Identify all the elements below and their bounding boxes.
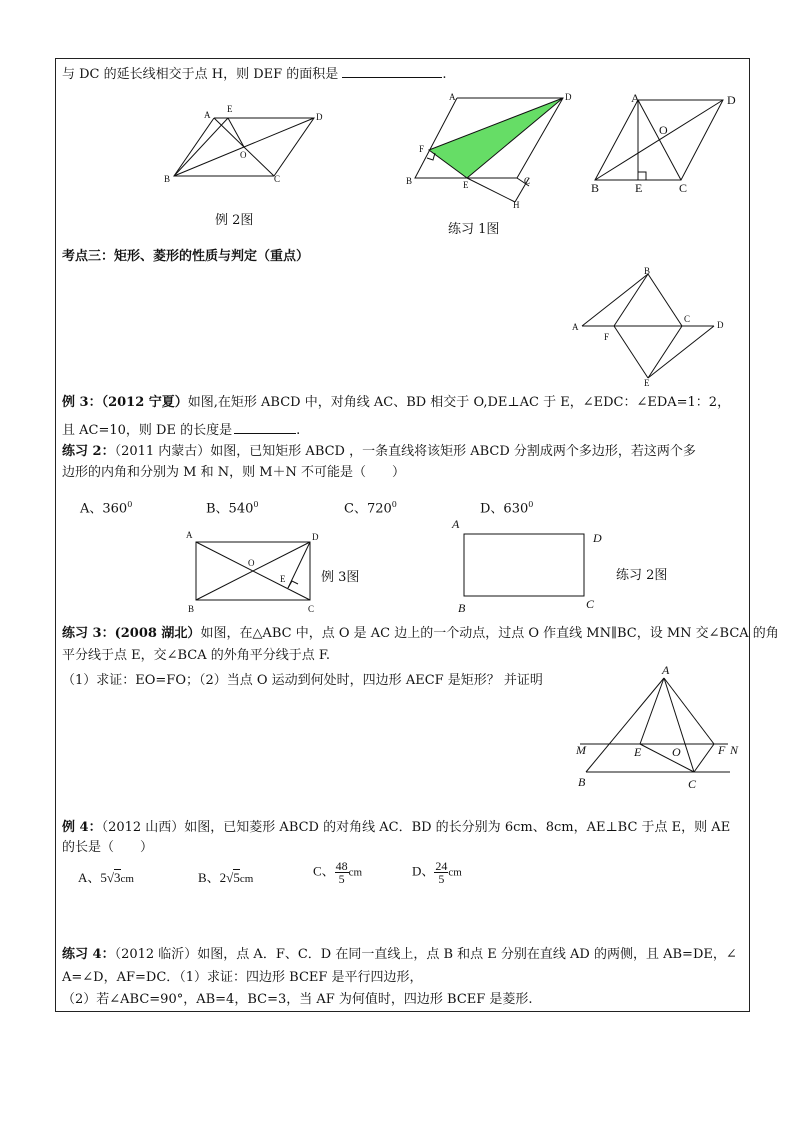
degree-sup: 0	[391, 500, 397, 509]
numerator: 48	[335, 859, 348, 873]
intro-text: 与 DC 的延长线相交于点 H，则 DEF 的面积是	[62, 67, 339, 82]
option-label: D、	[412, 863, 435, 879]
unit: cm	[348, 866, 363, 879]
example3-line2-text: 且 AC=10，则 DE 的长度是	[62, 423, 233, 438]
practice3-line3: （1）求证：EO=FO；（2）当点 O 运动到何处时，四边形 AECF 是矩形？ 并证明	[62, 673, 543, 688]
practice4-line1-text: （2012 临沂）如图，点 A．F、C．D 在同一直线上，点 B 和点 E 分别在直线 AD 的两侧，且 AB=DE，∠	[114, 947, 737, 962]
label-D: D	[312, 532, 319, 542]
label-C: C	[308, 604, 315, 614]
label-E: E	[227, 104, 233, 114]
unit: cm	[448, 866, 462, 879]
practice1-figure	[403, 90, 578, 215]
label-N: N	[730, 743, 739, 757]
label-O: O	[248, 558, 255, 568]
label-O: O	[672, 745, 681, 759]
denominator: 5	[438, 872, 445, 886]
degree-sup: 0	[253, 500, 259, 509]
practice4-line2: A=∠D，AF=DC．（1）求证：四边形 BCEF 是平行四边形，	[62, 970, 423, 985]
practice4-head: 练习 4：	[62, 947, 115, 962]
example4-line1-text: （2012 山西）如图，已知菱形 ABCD 的对角线 AC．BD 的长分别为 6cm、8cm，AE⊥BC 于点 E，则 AE	[101, 820, 731, 835]
label-D: D	[717, 320, 724, 330]
label-E: E	[463, 180, 469, 190]
label-M: M	[576, 743, 586, 757]
practice3-line1	[62, 624, 779, 643]
answer-blank	[342, 64, 442, 78]
degree-sup: 0	[127, 500, 133, 509]
example4-line2: 的长是（ ）	[62, 840, 154, 855]
label-A: A	[186, 530, 193, 540]
example3-line1	[62, 393, 730, 412]
label-A: A	[449, 92, 456, 102]
label-A: A	[662, 663, 670, 677]
rhombus-figure	[585, 90, 745, 200]
fraction	[335, 860, 349, 885]
example3-end: .	[296, 423, 301, 438]
practice3-line2: 平分线于点 E，交∠BCA 的外角平分线于点 F.	[62, 648, 331, 663]
option-label: D、630	[480, 501, 529, 517]
label-C: C	[679, 181, 688, 195]
option-label: B、540	[206, 501, 254, 517]
example4-option-a: A、5√3cm	[78, 870, 134, 885]
practice3-line1-text: 如图，在△ABC 中，点 O 是 AC 边上的一个动点，过点 O 作直线 MN∥BC，设 MN 交∠BCA 的角	[200, 626, 779, 641]
unit: cm	[239, 873, 254, 885]
example4-head: 例 4：	[62, 820, 102, 835]
section3-title: 考点三：矩形、菱形的性质与判定（重点）	[62, 249, 310, 264]
label-O: O	[240, 150, 247, 160]
label-E: E	[280, 574, 286, 584]
answer-blank	[234, 420, 296, 434]
coefficient: 2	[219, 870, 227, 885]
label-H: H	[513, 200, 520, 210]
intro-end: .	[442, 67, 447, 82]
label-B: B	[578, 775, 586, 789]
practice2-line1-text: （2011 内蒙古）如图，已知矩形 ABCD ，一条直线将该矩形 ABCD 分割成两个多边形，若这两个多	[114, 444, 696, 459]
label-A: A	[631, 91, 640, 105]
example4-option-c	[313, 860, 362, 885]
label-C: C	[274, 174, 281, 184]
practice3-figure	[572, 664, 742, 794]
shaded-triangle-def	[429, 98, 563, 178]
practice2-option-d	[480, 495, 533, 518]
practice4-line3: （2）若∠ABC=90°，AB=4，BC=3，当 AF 为何值时，四边形 BCEF 是菱形.	[62, 992, 533, 1007]
practice1-caption: 练习 1图	[448, 222, 500, 237]
label-E: E	[635, 181, 643, 195]
degree-sup: 0	[528, 500, 534, 509]
example4-line1	[62, 818, 730, 837]
label-D: D	[593, 531, 602, 545]
fraction	[434, 860, 448, 885]
label-O: O	[659, 123, 668, 137]
label-B: B	[406, 176, 413, 186]
label-C: C	[586, 597, 595, 611]
example3-head: 例 3：（2012 宁夏）	[62, 395, 188, 410]
label-A: A	[572, 322, 579, 332]
label-C: C	[684, 314, 691, 324]
label-C: C	[524, 176, 531, 186]
label-B: B	[591, 181, 600, 195]
label-B: B	[458, 601, 466, 615]
practice2-figure	[450, 516, 610, 616]
option-label: C、	[313, 863, 335, 879]
label-D: D	[316, 112, 323, 122]
practice2-option-c	[344, 495, 397, 518]
radicand: 3	[114, 870, 121, 885]
label-E: E	[644, 378, 650, 388]
radicand: 5	[233, 870, 240, 885]
example4-option-b: B、2√5cm	[198, 870, 254, 885]
label-F: F	[604, 332, 610, 342]
example3-line1-text: 如图,在矩形 ABCD 中，对角线 AC、BD 相交于 O,DE⊥AC 于 E，∠EDC：∠EDA=1：2，	[187, 395, 731, 410]
option-label: A、360	[80, 501, 128, 517]
practice3-head: 练习 3：(2008 湖北）	[62, 626, 201, 641]
practice2-option-a	[80, 495, 132, 518]
coefficient: 5	[100, 870, 107, 885]
denominator: 5	[338, 872, 345, 886]
example3-line2	[62, 420, 300, 440]
practice2-option-b	[206, 495, 258, 518]
label-F: F	[718, 743, 726, 757]
kite-figure	[570, 266, 740, 391]
practice2-caption: 练习 2图	[616, 568, 668, 583]
label-E: E	[634, 745, 642, 759]
unit: cm	[120, 873, 134, 885]
option-label: A、	[78, 870, 101, 885]
label-B: B	[188, 604, 195, 614]
example2-caption: 例 2图	[215, 213, 254, 228]
label-D: D	[727, 93, 736, 107]
option-label: C、720	[344, 501, 392, 517]
intro-line	[62, 64, 446, 84]
label-C: C	[688, 777, 697, 791]
practice2-head: 练习 2：	[62, 444, 115, 459]
example3-caption: 例 3图	[321, 570, 360, 585]
example3-figure	[184, 528, 324, 618]
label-F: F	[419, 144, 425, 154]
practice4-line1	[62, 945, 737, 964]
practice2-line2: 边形的内角和分别为 M 和 N，则 M＋N 不可能是（ ）	[62, 465, 406, 480]
label-B: B	[644, 266, 651, 276]
label-A: A	[204, 110, 211, 120]
label-A: A	[452, 517, 460, 531]
numerator: 24	[435, 859, 448, 873]
label-D: D	[565, 92, 572, 102]
example2-figure	[164, 100, 330, 190]
example4-option-d	[412, 860, 462, 885]
practice2-line1	[62, 442, 696, 461]
option-label: B、	[198, 870, 220, 885]
label-B: B	[164, 174, 171, 184]
